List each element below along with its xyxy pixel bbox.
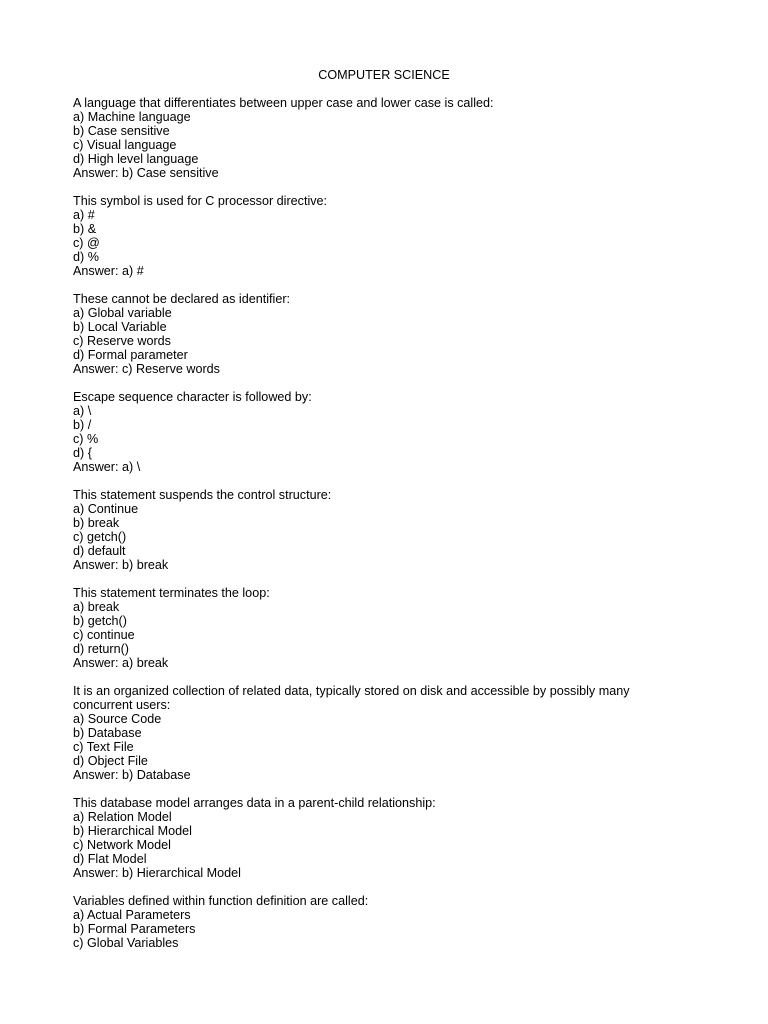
option: d) Flat Model — [73, 852, 147, 866]
answer-line: Answer: c) Reserve words — [73, 362, 220, 376]
option: c) Network Model — [73, 838, 171, 852]
question-block — [73, 684, 713, 782]
option: b) / — [73, 418, 92, 432]
question-text: It is an organized collection of related data, typically stored on disk and accessible by possibly many concurrent users: — [73, 684, 634, 712]
option: b) & — [73, 222, 97, 236]
answer-line: Answer: b) Database — [73, 768, 191, 782]
answer-line: Answer: b) Case sensitive — [73, 166, 219, 180]
option: a) break — [73, 600, 120, 614]
question-block — [73, 194, 713, 278]
option: d) { — [73, 446, 92, 460]
answer-line: Answer: a) \ — [73, 460, 141, 474]
answer-line: Answer: a) break — [73, 656, 169, 670]
question-text: This symbol is used for C processor directive: — [73, 194, 328, 208]
option: c) Text File — [73, 740, 134, 754]
question-block — [73, 796, 713, 880]
question-text: Escape sequence character is followed by: — [73, 390, 312, 404]
option: d) Formal parameter — [73, 348, 188, 362]
question-block — [73, 96, 713, 180]
option: a) \ — [73, 404, 92, 418]
option: b) getch() — [73, 614, 127, 628]
question-block — [73, 488, 713, 572]
option: a) Machine language — [73, 110, 191, 124]
option: c) getch() — [73, 530, 127, 544]
question-block — [73, 894, 713, 950]
option: a) Actual Parameters — [73, 908, 191, 922]
question-block — [73, 390, 713, 474]
option: b) Local Variable — [73, 320, 167, 334]
document-title: COMPUTER SCIENCE — [318, 68, 450, 82]
option: d) default — [73, 544, 126, 558]
option: a) Continue — [73, 502, 139, 516]
answer-line: Answer: b) break — [73, 558, 169, 572]
option: c) Reserve words — [73, 334, 171, 348]
question-block — [73, 586, 713, 670]
option: b) break — [73, 516, 120, 530]
option: d) High level language — [73, 152, 199, 166]
answer-line: Answer: a) # — [73, 264, 144, 278]
question-text: This database model arranges data in a parent-child relationship: — [73, 796, 436, 810]
answer-line: Answer: b) Hierarchical Model — [73, 866, 241, 880]
question-text: This statement terminates the loop: — [73, 586, 270, 600]
option: b) Case sensitive — [73, 124, 170, 138]
option: b) Database — [73, 726, 142, 740]
option: b) Formal Parameters — [73, 922, 196, 936]
option: a) Relation Model — [73, 810, 172, 824]
option: c) Global Variables — [73, 936, 179, 950]
document-page — [73, 68, 713, 964]
question-block — [73, 292, 713, 376]
option: c) Visual language — [73, 138, 177, 152]
option: d) return() — [73, 642, 129, 656]
option: c) continue — [73, 628, 135, 642]
option: d) % — [73, 250, 99, 264]
question-text: These cannot be declared as identifier: — [73, 292, 291, 306]
option: c) % — [73, 432, 99, 446]
option: b) Hierarchical Model — [73, 824, 192, 838]
option: a) # — [73, 208, 95, 222]
option: c) @ — [73, 236, 100, 250]
question-text: Variables defined within function definition are called: — [73, 894, 369, 908]
option: a) Source Code — [73, 712, 162, 726]
option: d) Object File — [73, 754, 148, 768]
option: a) Global variable — [73, 306, 172, 320]
question-text: A language that differentiates between upper case and lower case is called: — [73, 96, 494, 110]
question-text: This statement suspends the control structure: — [73, 488, 332, 502]
